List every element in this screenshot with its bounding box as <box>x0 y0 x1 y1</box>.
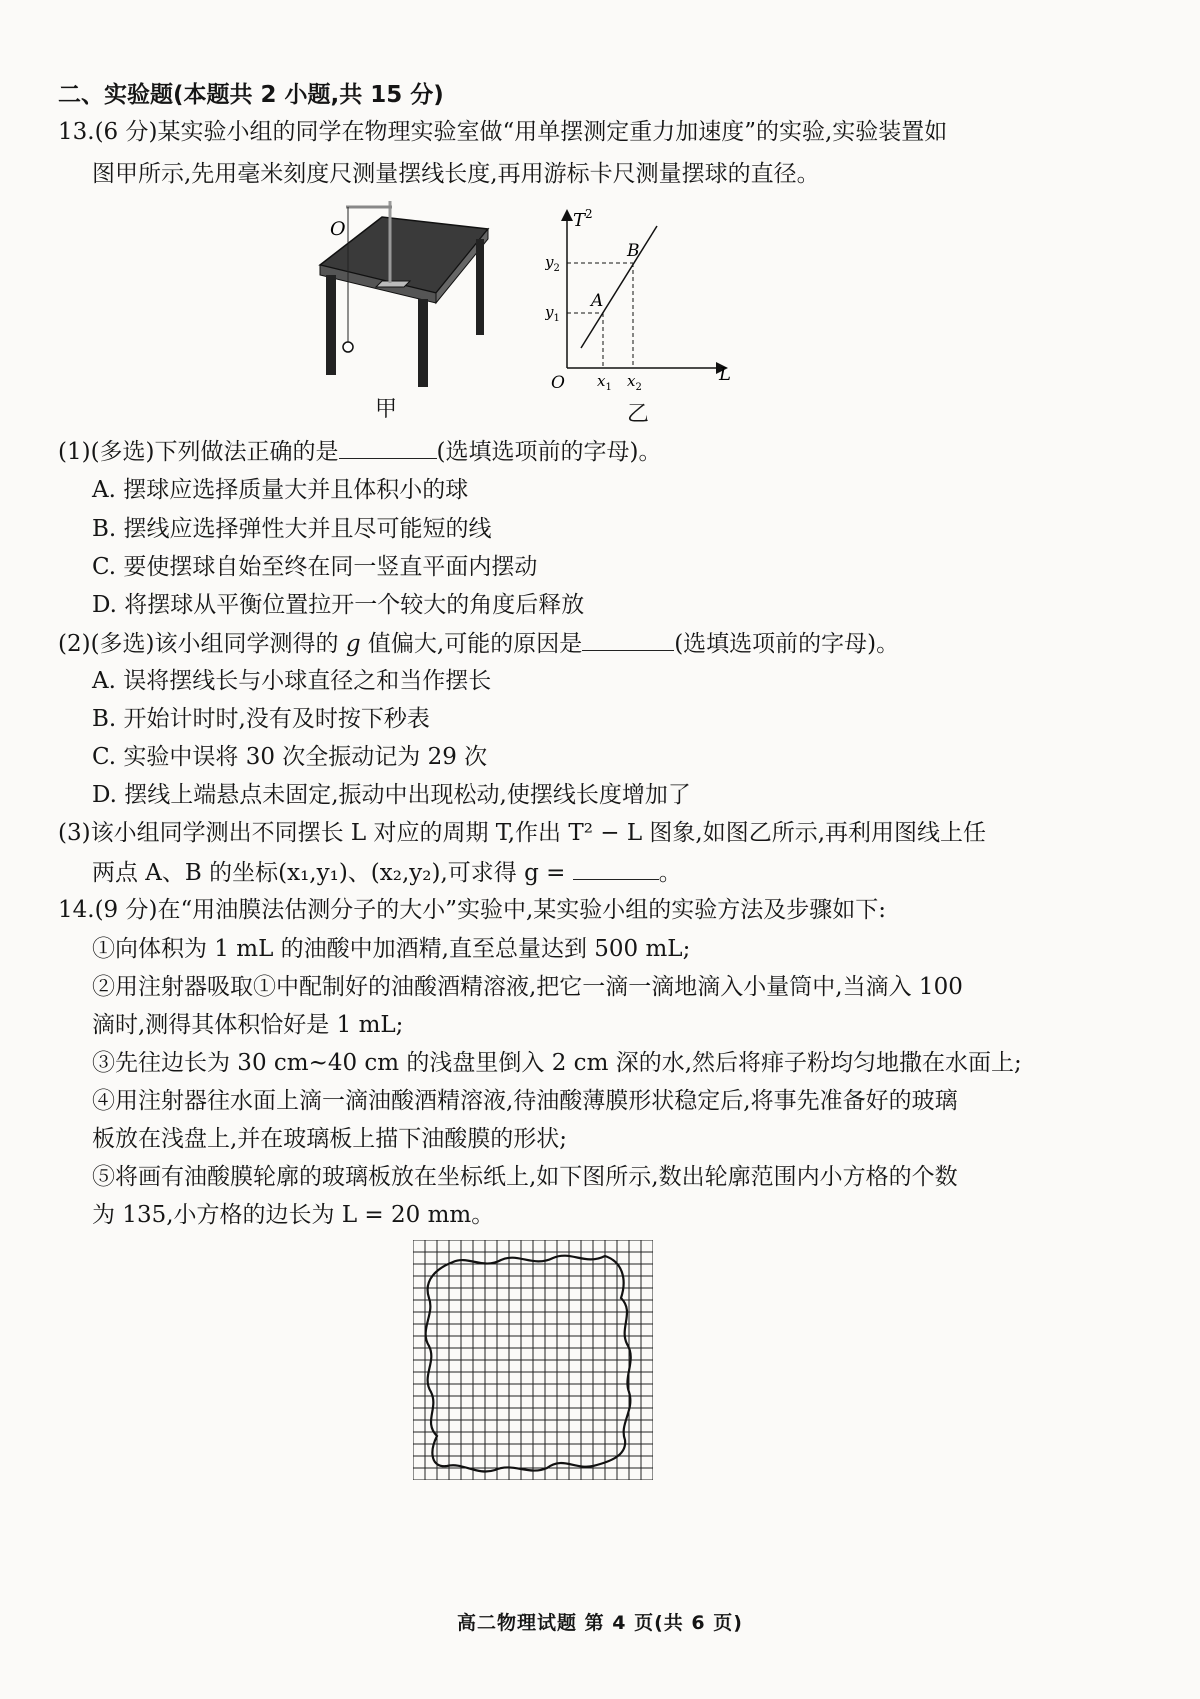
q13-p2-option-d: D. 摆线上端悬点未固定,振动中出现松动,使摆线长度增加了 <box>92 782 691 808</box>
t2-l-graph <box>545 200 745 400</box>
point-b-label: B <box>627 241 640 261</box>
q13-intro-line1: 13.(6 分)某实验小组的同学在物理实验室做“用单摆测定重力加速度”的实验,实验装置如 <box>58 119 948 145</box>
y1-sub: 1 <box>553 313 560 324</box>
q13-p2-option-c: C. 实验中误将 30 次全振动记为 29 次 <box>92 744 488 770</box>
q13-p1-option-c: C. 要使摆球自始至终在同一竖直平面内摆动 <box>92 554 538 580</box>
y2-label: y <box>545 253 554 271</box>
q13-p2-option-b: B. 开始计时时,没有及时按下秒表 <box>92 706 430 732</box>
q13-part3-line2: 两点 A、B 的坐标(x₁,y₁)、(x₂,y₂),可求得 g = 。 <box>92 857 682 888</box>
x2-label: x <box>627 372 636 390</box>
q14-step2-line2: 滴时,测得其体积恰好是 1 mL; <box>92 1012 404 1038</box>
pivot-label: O <box>330 218 346 240</box>
y-axis-label: T <box>573 210 586 231</box>
q14-step5-line1: ⑤将画有油酸膜轮廓的玻璃板放在坐标纸上,如下图所示,数出轮廓范围内小方格的个数 <box>92 1164 958 1190</box>
svg-text:y1 <box>545 303 560 324</box>
q13-part1-stem: (1)(多选)下列做法正确的是 (选填选项前的字母)。 <box>58 436 661 467</box>
q14-step1: ①向体积为 1 mL 的油酸中加酒精,直至总量达到 500 mL; <box>92 936 691 962</box>
answer-blank-1[interactable] <box>339 436 437 459</box>
x2-sub: 2 <box>635 382 642 393</box>
q13-part3-line1: (3)该小组同学测出不同摆长 L 对应的周期 T,作出 T² − L 图象,如图乙所示,再利用图线上任 <box>58 820 987 846</box>
q13-part2-stem: (2)(多选)该小组同学测得的 g 值偏大,可能的原因是 (选填选项前的字母)。 <box>58 628 899 659</box>
q13-p2-option-a: A. 误将摆线长与小球直径之和当作摆长 <box>92 668 492 694</box>
page-footer: 高二物理试题 第 4 页(共 6 页) <box>457 1612 743 1634</box>
svg-text:T2 <box>573 207 593 231</box>
x-axis-label: L <box>719 364 731 385</box>
q13-intro-line2: 图甲所示,先用毫米刻度尺测量摆线长度,再用游标卡尺测量摆球的直径。 <box>92 161 820 187</box>
svg-text:y2 <box>545 253 560 274</box>
answer-blank-2[interactable] <box>582 628 674 651</box>
section-title: 二、实验题(本题共 2 小题,共 15 分) <box>58 82 444 108</box>
answer-blank-3[interactable] <box>573 857 659 880</box>
svg-text:x2 <box>627 372 642 393</box>
q14-step4-line1: ④用注射器往水面上滴一滴油酸酒精溶液,待油酸薄膜形状稳定后,将事先准备好的玻璃 <box>92 1088 958 1114</box>
fig-jia-caption: 甲 <box>375 397 398 422</box>
x1-label: x <box>597 372 606 390</box>
q13-p1-option-b: B. 摆线应选择弹性大并且尽可能短的线 <box>92 516 492 542</box>
q13-p1-option-d: D. 将摆球从平衡位置拉开一个较大的角度后释放 <box>92 592 585 618</box>
svg-text:x1 <box>597 372 612 393</box>
q14-step4-line2: 板放在浅盘上,并在玻璃板上描下油酸膜的形状; <box>92 1126 568 1152</box>
q14-step2-line1: ②用注射器吸取①中配制好的油酸酒精溶液,把它一滴一滴地滴入小量筒中,当滴入 100 <box>92 974 963 1000</box>
q14-step5-line2: 为 135,小方格的边长为 L = 20 mm。 <box>92 1202 495 1228</box>
oil-film-grid-figure <box>413 1240 653 1480</box>
q13-p1-option-a: A. 摆球应选择质量大并且体积小的球 <box>92 477 469 503</box>
y2-sub: 2 <box>553 263 560 274</box>
pendulum-apparatus-figure <box>310 195 500 395</box>
y-axis-sup: 2 <box>585 207 593 221</box>
fig-yi-caption: 乙 <box>627 402 650 427</box>
origin-label: O <box>551 373 565 393</box>
q14-intro: 14.(9 分)在“用油膜法估测分子的大小”实验中,某实验小组的实验方法及步骤如下: <box>58 897 887 923</box>
q14-step3: ③先往边长为 30 cm~40 cm 的浅盘里倒入 2 cm 深的水,然后将痱子粉均匀地撒在水面上; <box>92 1050 1022 1076</box>
point-a-label: A <box>591 291 604 311</box>
y1-label: y <box>545 303 554 321</box>
x1-sub: 1 <box>605 382 612 393</box>
